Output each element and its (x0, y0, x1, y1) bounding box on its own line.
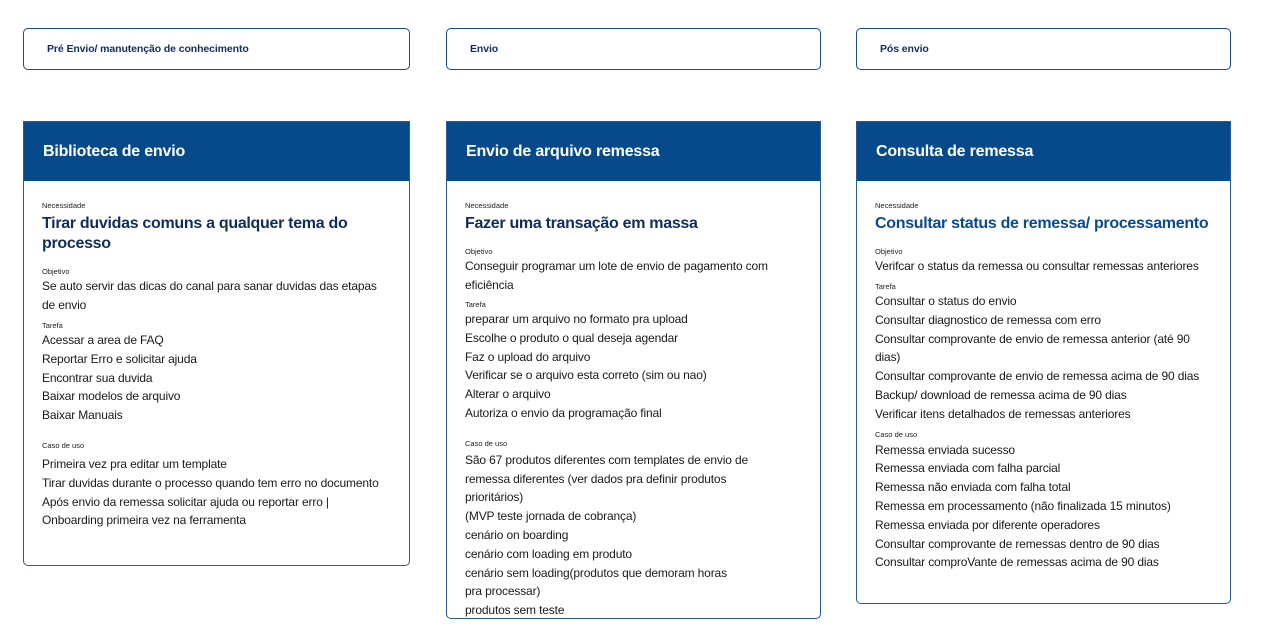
tarefa-list (42, 331, 391, 425)
tarefa-list (875, 292, 1212, 424)
list-item: (MVP teste jornada de cobrança) (465, 509, 637, 524)
card-title: Consulta de remessa (857, 122, 1230, 181)
card-biblioteca-de-envio (23, 121, 410, 566)
list-item: preparar um arquivo no formato pra upload (465, 312, 688, 326)
objetivo-label: Objetivo (875, 247, 903, 256)
list-item: produtos sem teste (465, 603, 565, 618)
necessidade-text: Consultar status de remessa/ processamento (875, 215, 1209, 232)
caso-de-uso-list (42, 455, 391, 530)
objetivo-text: Se auto servir das dicas do canal para sanar duvidas das etapas de envio (42, 279, 377, 312)
list-item: Consultar diagnostico de remessa com erro (875, 312, 1101, 327)
list-item: Escolhe o produto o qual deseja agendar (465, 330, 678, 345)
list-item: Alterar o arquivo (465, 387, 551, 402)
list-item: Remessa enviada sucesso (875, 442, 1015, 457)
phase-label: Pré Envio/ manutenção de conhecimento (47, 43, 249, 55)
phase-label: Pós envio (880, 43, 929, 55)
caso-de-uso-label: Caso de uso (465, 438, 508, 448)
necessidade-text: Fazer uma transação em massa (465, 215, 698, 232)
caso-de-uso-label: Caso de uso (42, 440, 85, 450)
tarefa-label: Tarefa (465, 300, 486, 309)
list-item: Consultar o status do envio (875, 294, 1017, 308)
necessidade-label: Necessidade (42, 201, 86, 210)
list-item: São 67 produtos diferentes com templates de envio de remessa diferentes (ver dados pra definir produtos prioritários) (465, 452, 749, 505)
list-item: Consultar comprovante de envio de remessa acima de 90 dias (875, 369, 1200, 384)
necessidade-text: Tirar duvidas comuns a qualquer tema do processo (42, 215, 348, 252)
list-item: Faz o upload do arquivo (465, 349, 591, 364)
list-item: Baixar Manuais (42, 408, 123, 423)
list-item: Verificar se o arquivo esta correto (sim ou nao) (465, 368, 707, 383)
card-envio-de-arquivo-remessa (446, 121, 821, 619)
list-item: Remessa em processamento (não finalizada 15 minutos) (875, 498, 1171, 513)
caso-de-uso-list (465, 451, 802, 620)
list-item: Tirar duvidas durante o processo quando tem erro no documento (42, 475, 379, 490)
list-item: Consultar comproVante de remessas acima de 90 dias (875, 555, 1159, 570)
list-item: Encontrar sua duvida (42, 370, 153, 385)
objetivo-text: Conseguir programar um lote de envio de pagamento com eficiência (465, 259, 768, 292)
phase-envio (446, 28, 821, 70)
list-item: Consultar comprovante de envio de remessa anterior (até 90 dias) (875, 331, 1190, 365)
caso-de-uso-label: Caso de uso (875, 429, 918, 439)
list-item: Acessar a area de FAQ (42, 333, 164, 347)
list-item: Remessa não enviada com falha total (875, 480, 1071, 495)
list-item: Consultar comprovante de remessas dentro de 90 dias (875, 536, 1160, 551)
caso-de-uso-list (875, 441, 1212, 573)
list-item: cenário on boarding (465, 527, 569, 542)
tarefa-label: Tarefa (875, 282, 896, 291)
list-item: Backup/ download de remessa acima de 90 dias (875, 387, 1127, 402)
objetivo-label: Objetivo (465, 247, 493, 256)
list-item: Primeira vez pra editar um template (42, 456, 227, 471)
necessidade-label: Necessidade (875, 201, 919, 210)
list-item: Reportar Erro e solicitar ajuda (42, 351, 197, 366)
phase-pre-envio (23, 28, 410, 70)
card-consulta-de-remessa (856, 121, 1231, 604)
list-item: Autoriza o envio da programação final (465, 405, 662, 420)
card-title: Biblioteca de envio (24, 122, 409, 181)
list-item: Após envio da remessa solicitar ajuda ou reportar erro | (42, 494, 329, 509)
objetivo-text: Verifcar o status da remessa ou consultar remessas anteriores (875, 259, 1199, 273)
list-item: Verificar itens detalhados de remessas anteriores (875, 406, 1131, 421)
list-item: Remessa enviada por diferente operadores (875, 517, 1100, 532)
necessidade-label: Necessidade (465, 201, 509, 210)
list-item: cenário sem loading(produtos que demoram horas pra processar) (465, 565, 727, 599)
tarefa-list (465, 310, 802, 423)
list-item: Onboarding primeira vez na ferramenta (42, 513, 246, 528)
tarefa-label: Tarefa (42, 321, 63, 330)
card-title: Envio de arquivo remessa (447, 122, 820, 181)
list-item: Baixar modelos de arquivo (42, 389, 181, 404)
list-item: Remessa enviada com falha parcial (875, 461, 1061, 476)
objetivo-label: Objetivo (42, 267, 70, 276)
phase-pos-envio (856, 28, 1231, 70)
list-item: cenário com loading em produto (465, 546, 632, 561)
phase-label: Envio (470, 43, 499, 55)
